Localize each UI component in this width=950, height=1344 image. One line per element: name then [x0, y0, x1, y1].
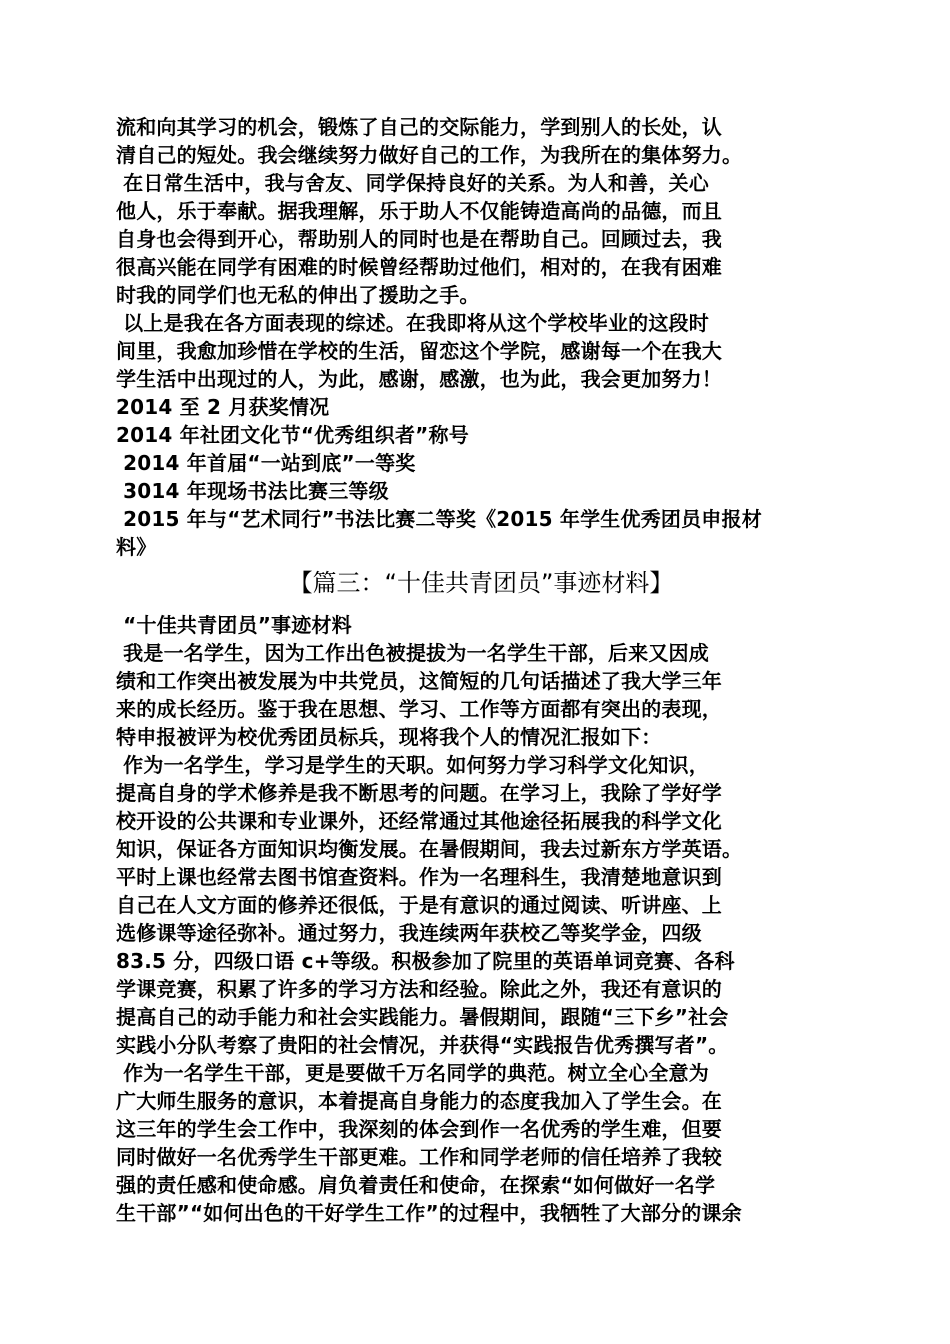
- text-line: 生干部”“如何出色的干好学生工作”的过程中，我牺牲了大部分的课余: [116, 1201, 742, 1225]
- text-line: 自己在人文方面的修养还很低，于是有意识的通过阅读、听讲座、上: [116, 893, 722, 917]
- text-line: 绩和工作突出被发展为中共党员，这简短的几句话描述了我大学三年: [116, 669, 722, 693]
- award-line: 2015 年与“艺术同行”书法比赛二等奖《2015 年学生优秀团员申报材: [116, 507, 762, 531]
- section-1-text: [116, 113, 846, 561]
- text-line: 自身也会得到开心，帮助别人的同时也是在帮助自己。回顾过去，我: [116, 227, 722, 251]
- text-line: 学课竞赛，积累了许多的学习方法和经验。除此之外，我还有意识的: [116, 977, 722, 1001]
- text-line: 学生活中出现过的人，为此，感谢，感激，也为此，我会更加努力！: [116, 367, 722, 391]
- text-line: 选修课等途径弥补。通过努力，我连续两年获校乙等奖学金，四级: [116, 921, 702, 945]
- text-line: 来的成长经历。鉴于我在思想、学习、工作等方面都有突出的表现，: [116, 697, 722, 721]
- text-line: 在日常生活中，我与舍友、同学保持良好的关系。为人和善，关心: [116, 171, 709, 195]
- subsection-title: “十佳共青团员”事迹材料: [116, 613, 352, 637]
- text-line: 强的责任感和使命感。肩负着责任和使命，在探索“如何做好一名学: [116, 1173, 716, 1197]
- document-body: [116, 113, 846, 1227]
- award-line: 3014 年现场书法比赛三等级: [116, 479, 389, 503]
- text-line: 同时做好一名优秀学生干部更难。工作和同学老师的信任培养了我较: [116, 1145, 722, 1169]
- text-line: 校开设的公共课和专业课外，还经常通过其他途径拓展我的科学文化: [116, 809, 722, 833]
- text-line: 我是一名学生，因为工作出色被提拔为一名学生干部，后来又因成: [116, 641, 709, 665]
- text-line: 平时上课也经常去图书馆查资料。作为一名理科生，我清楚地意识到: [116, 865, 722, 889]
- text-line: 时我的同学们也无私的伸出了援助之手。: [116, 283, 480, 307]
- text-line: 很高兴能在同学有困难的时候曾经帮助过他们，相对的，在我有困难: [116, 255, 722, 279]
- text-line: 作为一名学生，学习是学生的天职。如何努力学习科学文化知识，: [116, 753, 709, 777]
- text-line: 广大师生服务的意识，本着提高自身能力的态度我加入了学生会。在: [116, 1089, 722, 1113]
- award-line: 2014 至 2 月获奖情况: [116, 395, 330, 419]
- text-line: 以上是我在各方面表现的综述。在我即将从这个学校毕业的这段时: [116, 311, 709, 335]
- section-heading: 【篇三：“十佳共青团员”事迹材料】: [288, 569, 674, 597]
- section-2-text: [116, 611, 846, 1227]
- text-line: 特申报被评为校优秀团员标兵，现将我个人的情况汇报如下：: [116, 725, 662, 749]
- text-line: 他人，乐于奉献。据我理解，乐于助人不仅能铸造高尚的品德，而且: [116, 199, 722, 223]
- text-line: 知识，保证各方面知识均衡发展。在暑假期间，我去过新东方学英语。: [116, 837, 743, 861]
- text-line: 作为一名学生干部，更是要做千万名同学的典范。树立全心全意为: [116, 1061, 709, 1085]
- text-line: 实践小分队考察了贵阳的社会情况，并获得“实践报告优秀撰写者”。: [116, 1033, 729, 1057]
- award-line: 料》: [116, 535, 157, 559]
- text-line: 清自己的短处。我会继续努力做好自己的工作，为我所在的集体努力。: [116, 143, 743, 167]
- text-line: 间里，我愈加珍惜在学校的生活，留恋这个学院，感谢每一个在我大: [116, 339, 722, 363]
- text-line: 提高自己的动手能力和社会实践能力。暑假期间，跟随“三下乡”社会: [116, 1005, 729, 1029]
- text-line: 流和向其学习的机会，锻炼了自己的交际能力，学到别人的长处，认: [116, 115, 722, 139]
- text-line: 这三年的学生会工作中，我深刻的体会到作一名优秀的学生难，但要: [116, 1117, 722, 1141]
- text-line: 83.5 分，四级口语 c+等级。积极参加了院里的英语单词竞赛、各科: [116, 949, 735, 973]
- award-line: 2014 年社团文化节“优秀组织者”称号: [116, 423, 469, 447]
- award-line: 2014 年首届“一站到底”一等奖: [116, 451, 416, 475]
- text-line: 提高自身的学术修养是我不断思考的问题。在学习上，我除了学好学: [116, 781, 722, 805]
